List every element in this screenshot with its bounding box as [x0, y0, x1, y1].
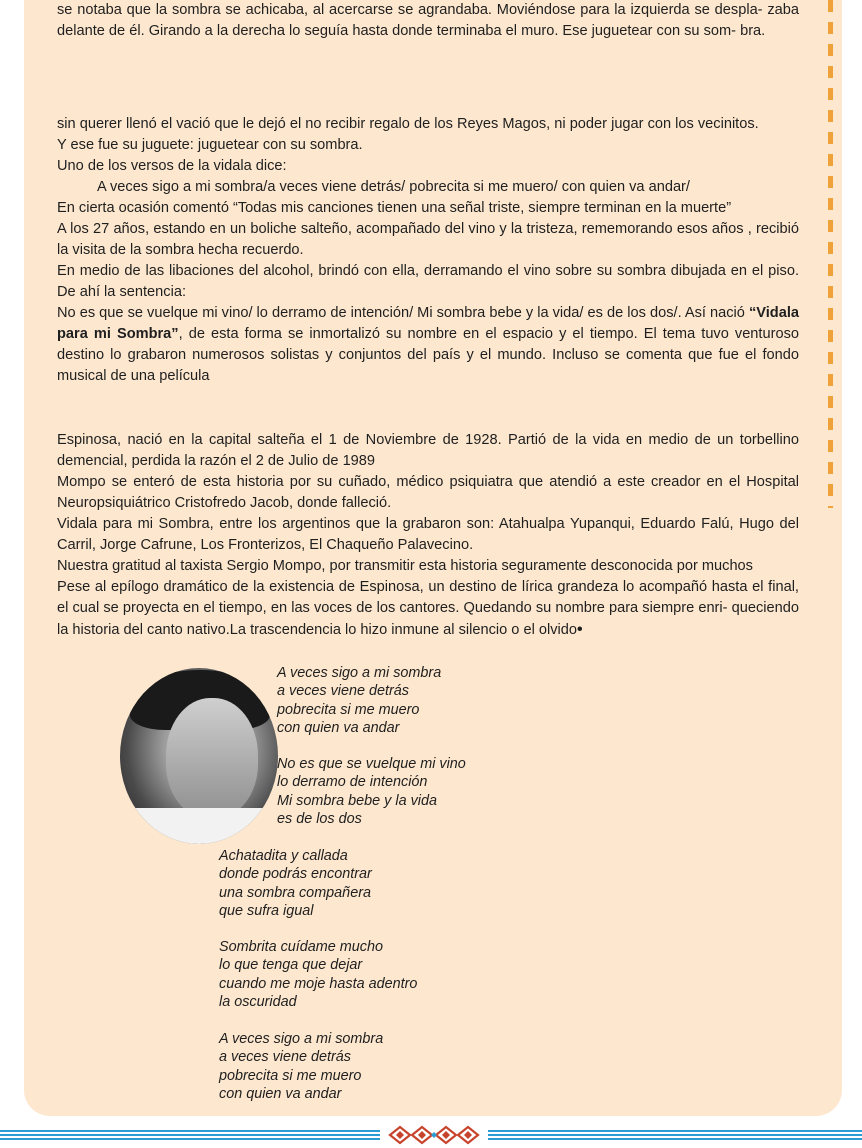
- paragraph: Espinosa, nació en la capital salteña el 1 de Noviembre de 1928. Partió de la vida en medio de un torbellino demencial, perdida la razón el 2 de Julio de 1989: [57, 432, 799, 469]
- paragraph: sin querer llenó el vació que le dejó el no recibir regalo de los Reyes Magos, ni poder jugar con los vecinitos.: [57, 116, 759, 132]
- portrait-face: [166, 698, 258, 818]
- poem-stanza-5: [219, 1030, 383, 1103]
- poem-stanza-1: [277, 664, 441, 737]
- footer-rule-left: [0, 1130, 380, 1141]
- poem-line: cuando me moje hasta adentro: [219, 975, 418, 992]
- poem-line: Achatadita y callada: [219, 848, 348, 864]
- poem-line: pobrecita si me muero: [277, 701, 420, 718]
- poem-line: donde podrás encontrar: [219, 866, 372, 883]
- poem-line: lo derramo de intención: [277, 774, 428, 791]
- text-block-2: [57, 114, 799, 387]
- text-block-3: [57, 430, 799, 641]
- text-block-1: [57, 0, 799, 42]
- poem-line: a veces viene detrás: [219, 1049, 351, 1066]
- paragraph: [57, 303, 799, 387]
- paragraph: Y ese fue su juguete: juguetear con su sombra.: [57, 137, 363, 153]
- footer-rule-right: [488, 1130, 862, 1141]
- poem-line: pobrecita si me muero: [219, 1067, 362, 1084]
- paragraph-text: Pese al epílogo dramático de la existencia de Espinosa, un destino de lírica grandeza lo acompañó hasta el final, el cual se proyecta en el tiempo, en las voces de los cantores. Quedando su nombre para siempre enri- queciendo la historia del canto nativo.La trascendencia lo hizo inmune al silencio o el olvido: [57, 579, 799, 638]
- paragraph: Vidala para mi Sombra, entre los argentinos que la grabaron son: Atahualpa Yupanqui, Eduardo Falú, Hugo del Carril, Jorge Cafrune, Los Fronterizos, El Chaqueño Palavecino.: [57, 516, 799, 553]
- poem-line: No es que se vuelque mi vino: [277, 756, 466, 772]
- end-mark: •: [577, 621, 583, 638]
- poem-line: A veces sigo a mi sombra: [219, 1031, 384, 1047]
- paragraph: se notaba que la sombra se achicaba, al acercarse se agrandaba. Moviéndose para la izquierda se despla- zaba delante de él. Girando a la derecha lo seguía hasta donde terminaba el muro. Ese juguetear con su som- bra.: [57, 2, 799, 39]
- verse-quote: A veces sigo a mi sombra/a veces viene detrás/ pobrecita si me muero/ con quien va andar/: [97, 179, 690, 195]
- paragraph: Uno de los versos de la vidala dice:: [57, 158, 287, 174]
- poem-line: con quien va andar: [277, 719, 400, 736]
- poem-stanza-4: [219, 938, 417, 1011]
- poem-line: la oscuridad: [219, 993, 297, 1010]
- side-dashed-rule: [828, 0, 833, 508]
- paragraph: [57, 577, 799, 641]
- paragraph-text: No es que se vuelque mi vino/ lo derramo de intención/ Mi sombra bebe y la vida/ es de los dos/. Así nació: [57, 305, 749, 321]
- poem-line: Mi sombra bebe y la vida: [277, 792, 437, 809]
- poem-line: lo que tenga que dejar: [219, 957, 363, 974]
- diamond-ornament-icon: [388, 1125, 480, 1145]
- poem-line: una sombra compañera: [219, 884, 371, 901]
- poem-stanza-3: [219, 847, 372, 920]
- portrait-photo: [120, 668, 278, 844]
- poem-line: que sufra igual: [219, 902, 314, 919]
- song-title: “Vidala para mi Sombra”: [57, 305, 799, 342]
- paragraph: Mompo se enteró de esta historia por su cuñado, médico psiquiatra que atendió a este creador en el Hospital Neuropsiquiátrico Cristofredo Jacob, donde falleció.: [57, 474, 799, 511]
- portrait-shirt: [120, 808, 278, 844]
- paragraph: En medio de las libaciones del alcohol, brindó con ella, derramando el vino sobre su sombra dibujada en el piso. De ahí la sentencia:: [57, 263, 799, 300]
- poem-stanza-2: [277, 755, 466, 828]
- paragraph: En cierta ocasión comentó “Todas mis canciones tienen una señal triste, siempre terminan en la muerte”: [57, 200, 732, 216]
- paragraph: Nuestra gratitud al taxista Sergio Mompo, por transmitir esta historia seguramente desconocida por muchos: [57, 558, 753, 574]
- paragraph-text: , de esta forma se inmortalizó su nombre en el espacio y el tiempo. El tema tuvo venturoso destino lo grabaron numerosos solistas y conjuntos del país y el mundo. Incluso se comenta que fue el fondo musical de una película: [57, 326, 799, 384]
- poem-line: con quien va andar: [219, 1085, 342, 1102]
- paragraph: A los 27 años, estando en un boliche salteño, acompañado del vino y la tristeza, rememorando esos años , recibió la visita de la sombra hecha recuerdo.: [57, 221, 799, 258]
- poem-line: Sombrita cuídame mucho: [219, 939, 383, 955]
- poem-line: es de los dos: [277, 810, 362, 827]
- poem-line: a veces viene detrás: [277, 683, 409, 700]
- poem-line: A veces sigo a mi sombra: [277, 665, 442, 681]
